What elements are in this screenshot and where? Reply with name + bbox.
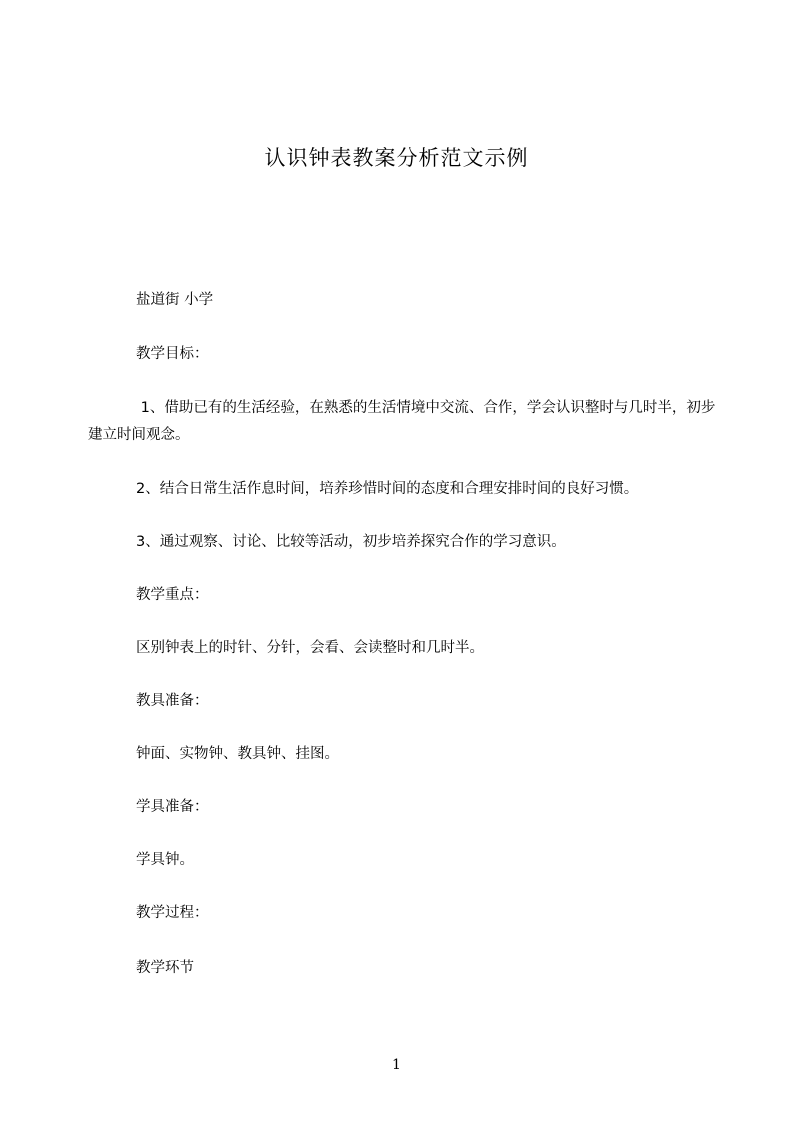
objective-3: 3、通过观察、讨论、比较等活动，初步培养探究合作的学习意识。 [136,534,566,550]
document-title: 认识钟表教案分析范文示例 [264,146,529,170]
process-heading: 教学过程： [136,905,209,921]
objective-1-text: 1、借助已有的生活经验，在熟悉的生活情境中交流、合作，学会认识整时与几时半，初步建立时间观念。 [88,400,716,443]
objectives-heading: 教学目标： [136,346,209,362]
objective-1 [88,395,728,449]
teaching-aids-heading: 教具准备： [136,693,209,709]
page-number: 1 [392,1057,401,1073]
student-aids-text: 学具钟。 [136,852,194,868]
teaching-aids-text: 钟面、实物钟、教具钟、挂图。 [136,746,339,762]
key-points-heading: 教学重点： [136,587,209,603]
student-aids-heading: 学具准备： [136,799,209,815]
objective-2: 2、结合日常生活作息时间，培养珍惜时间的态度和合理安排时间的良好习惯。 [136,481,639,497]
key-points-text: 区别钟表上的时针、分针，会看、会读整时和几时半。 [136,640,484,656]
school-name: 盐道街 小学 [136,292,214,308]
process-section-label: 教学环节 [136,960,194,976]
